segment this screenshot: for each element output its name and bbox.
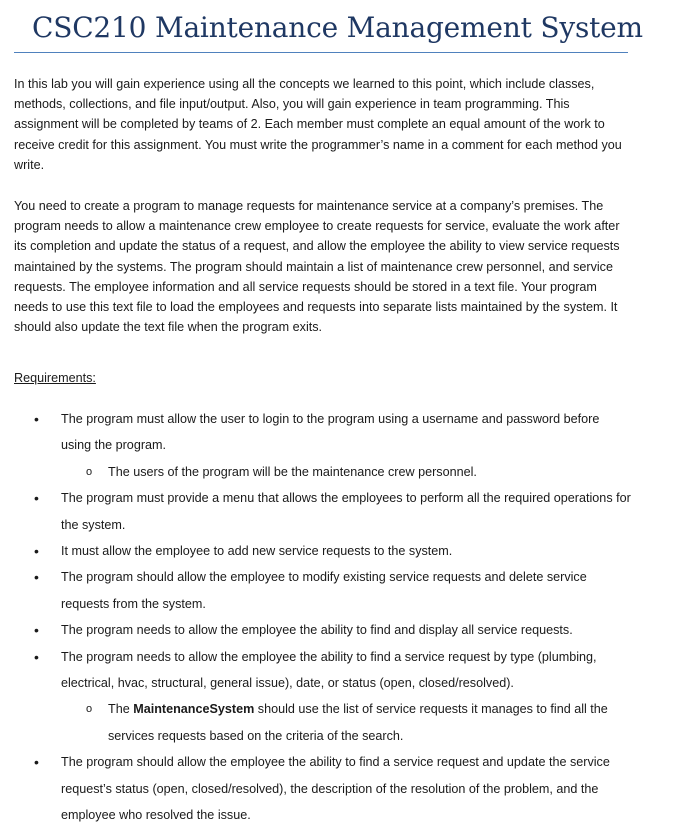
intro-paragraph: In this lab you will gain experience using all the concepts we learned to this point, which include classes, methods, collections, and file input/output. Also, you will gain experience in team programming. This assignment will be completed by teams of 2. Each member must complete an equal amount of the work to receive credit for this assignment. You must write the programmer’s name in a comment for each method you write.	[14, 77, 622, 172]
bullet-icon: •	[34, 754, 39, 771]
list-item-text: The program needs to allow the employee the ability to find and display all service requests.	[61, 623, 573, 638]
list-item	[0, 406, 631, 459]
list-sub-item	[0, 696, 638, 749]
search-note-prefix: The	[108, 702, 134, 717]
list-item-text: The program should allow the employee to modify existing service requests and delete service requests from the system.	[61, 570, 587, 611]
list-item-text: It must allow the employee to add new service requests to the system.	[61, 544, 453, 559]
bullet-icon: •	[34, 569, 39, 586]
list-item-text: The program needs to allow the employee the ability to find a service request by type (plumbing, electrical, hvac, structural, general issue), date, or status (open, closed/resolved).	[61, 649, 597, 691]
circle-bullet-icon: o	[86, 703, 93, 716]
list-item	[0, 485, 631, 538]
bullet-icon: •	[34, 622, 39, 639]
bullet-icon: •	[34, 648, 39, 665]
list-item	[0, 617, 631, 643]
list-sub-item-text: The users of the program will be the maintenance crew personnel.	[108, 464, 477, 479]
list-item	[0, 644, 631, 697]
description-paragraph: You need to create a program to manage requests for maintenance service at a company’s premises. The program needs to allow a maintenance crew employee to create requests for service, evaluate the work after its completion and update the status of a request, and allow the employee the ability to view service requests maintained by the systems. The program should maintain a list of maintenance crew personnel, and service requests. The employee information and all service requests should be stored in a text file. Your program needs to use this text file to load the employees and requests into separate lists maintained by the system. It should also update the text file when the program exits.	[14, 199, 620, 335]
requirements-heading: Requirements:	[14, 371, 96, 385]
bullet-icon: •	[34, 411, 39, 427]
list-sub-item	[0, 459, 638, 485]
list-item	[0, 749, 631, 828]
bullet-icon: •	[34, 543, 39, 560]
list-item-text: The program must provide a menu that allows the employees to perform all the required operations for the system.	[61, 491, 631, 532]
search-note-suffix: should use the list of service requests it manages to find all the services requests based on the criteria of the search.	[108, 702, 608, 743]
list-item-text: The program must allow the user to login to the program using a username and password before using the program.	[61, 412, 600, 453]
class-name-maintenance-system: MaintenanceSystem	[133, 702, 255, 717]
title-underline-divider	[14, 52, 628, 53]
page-title: CSC210 Maintenance Management System	[32, 11, 643, 44]
list-item	[0, 538, 631, 564]
circle-bullet-icon: o	[86, 465, 93, 478]
requirements-list	[0, 406, 679, 829]
bullet-icon: •	[34, 490, 39, 507]
list-item	[0, 564, 631, 617]
list-item-text: The program should allow the employee the ability to find a service request and update the service request’s status (open, closed/resolved), the description of the resolution of the problem, and the employee who resolved the issue.	[61, 755, 610, 823]
